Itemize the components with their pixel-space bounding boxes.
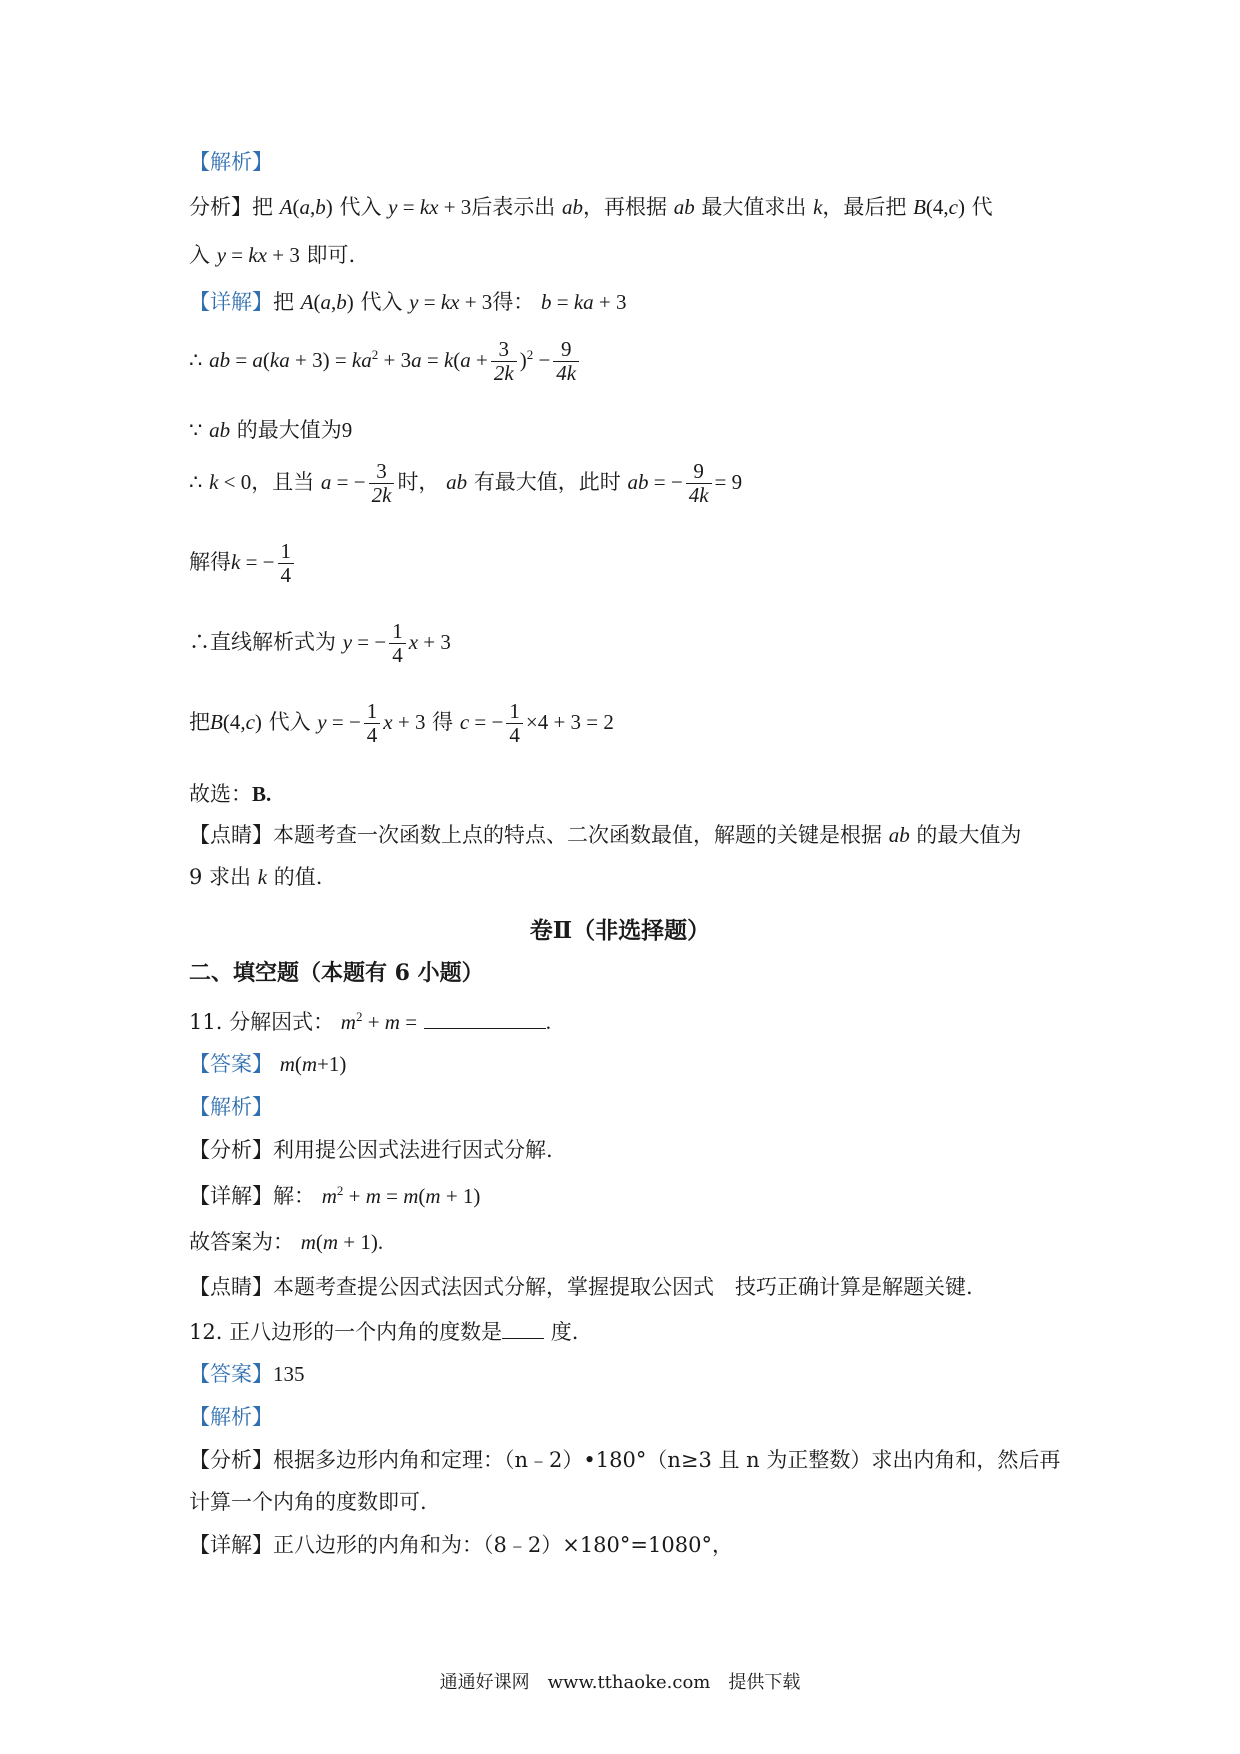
text: 解得 <box>189 550 231 575</box>
math-expression: $m^2 + m$ = <box>340 1009 418 1034</box>
text: 本题考查提公因式法因式分解，掌握提取公因式 技巧正确计算是解题关键. <box>273 1275 973 1299</box>
math-ab: ab <box>562 195 583 219</box>
text: 入 <box>189 243 210 267</box>
ab-expansion-line <box>189 338 582 385</box>
answer-tag: 【答案】 <box>189 1052 273 1076</box>
text: 后表示出 <box>471 195 556 219</box>
text: 故答案为： <box>189 1230 294 1254</box>
text: 利用提公因式法进行因式分解. <box>273 1138 553 1162</box>
answer-value: 135 <box>273 1362 305 1386</box>
text: 代入 <box>339 195 382 219</box>
answer-blank <box>424 1008 546 1029</box>
math-ab: ab <box>673 195 695 219</box>
fraction-9-over-4k: $\frac{9}{4k}$ <box>686 460 712 507</box>
text: 代入 <box>268 710 311 735</box>
math-k: k <box>257 865 268 889</box>
section-jiexi-tag: 【解析】 <box>189 150 273 174</box>
answer-value: m(m+1) <box>279 1052 347 1076</box>
fraction-3-over-2k: $\frac{3}{2k}$ <box>369 460 395 507</box>
analysis-tag: 【分析】 <box>189 1138 273 1162</box>
detail-line-1 <box>189 290 627 315</box>
math-ab: ab <box>888 823 910 847</box>
remark-line-1 <box>189 823 1021 848</box>
part-header: 二、填空题（本题有 6 小题） <box>189 960 484 986</box>
remark-line-2 <box>189 865 322 890</box>
text: 有最大值，此时 <box>473 470 621 495</box>
math-y-eq: y = − <box>342 630 387 655</box>
text: 时， <box>397 470 440 495</box>
volume-title: 卷Ⅱ（非选择题） <box>529 917 711 944</box>
answer-blank <box>502 1318 544 1339</box>
therefore-symbol: ∴ <box>189 348 203 373</box>
line-equation-line <box>189 620 451 667</box>
math-k: k <box>813 195 823 219</box>
text: 最大值求出 <box>701 195 807 219</box>
analysis-line-1 <box>189 195 993 220</box>
math-b-eq: b = ka + 3 <box>541 290 627 314</box>
max-value-line <box>189 418 352 443</box>
text: 的值. <box>273 865 323 889</box>
remark-tag: 【点睛】 <box>189 1275 273 1299</box>
question-stem: 12. 正八边形的一个内角的度数是 <box>189 1320 503 1344</box>
math-ab: ab <box>446 470 468 495</box>
text: 解： <box>273 1184 315 1208</box>
text: 得 <box>432 710 454 735</box>
therefore-symbol: ∴ <box>189 630 210 655</box>
question-stem: 11. 分解因式： <box>189 1010 335 1034</box>
math-eq-9: = 9 <box>714 470 743 495</box>
math-point-b: B(4,c) <box>210 710 262 735</box>
math-ab: ab <box>209 418 231 442</box>
text: 代 <box>971 195 993 219</box>
text: 故选： <box>189 782 252 806</box>
detail-tag: 【详解】 <box>189 1184 273 1208</box>
text: 代入 <box>360 290 403 314</box>
math-line-eq: y = kx + 3 <box>409 290 493 314</box>
text: ，最后把 <box>822 195 907 219</box>
analysis-line <box>189 1138 553 1163</box>
fraction-1-over-4: $\frac{1}{4}$ <box>278 540 295 587</box>
math-k-eq: k = − <box>231 550 275 575</box>
text: 把 <box>189 710 210 735</box>
text: 的最大值为 <box>916 823 1022 847</box>
math-line-eq: y = kx + 3 <box>216 243 300 267</box>
question-11: 11. 分解因式： $m^2 + m$ = . <box>189 1009 551 1034</box>
choice-line <box>189 782 271 807</box>
fraction-1-over-4: $\frac{1}{4}$ <box>364 700 381 747</box>
answer-tag: 【答案】 <box>189 1362 273 1386</box>
math-x-plus-3: x + 3 <box>383 710 426 735</box>
detail-line <box>189 1183 480 1209</box>
math-result: ×4 + 3 = 2 <box>525 710 614 735</box>
detail-tag: 【详解】 <box>189 1533 273 1557</box>
answer-line <box>189 1362 305 1387</box>
final-answer-line: 故答案为： m(m + 1). <box>189 1230 384 1254</box>
text: 正八边形的内角和为：（8﹣2）×180°=1080°， <box>273 1533 733 1557</box>
text: 直线解析式为 <box>210 630 336 655</box>
remark-tag: 【点睛】 <box>189 823 273 847</box>
text: 把 <box>273 290 294 314</box>
text: 即可. <box>306 243 356 267</box>
fraction-1-over-4: $\frac{1}{4}$ <box>389 620 406 667</box>
math-y-eq: y = − <box>317 710 361 735</box>
math-line-eq: y = kx + 3 <box>388 195 472 219</box>
math-a-eq: a = − <box>320 470 366 495</box>
text: ，再根据 <box>583 195 667 219</box>
fraction-1-over-4: $\frac{1}{4}$ <box>506 700 523 747</box>
text: 本题考查一次函数上点的特点、二次函数最值，解题的关键是根据 <box>273 823 882 847</box>
analysis-tag: 【分析】 <box>189 1448 273 1472</box>
fraction-9-over-4k: $\frac{9}{4k}$ <box>553 338 579 385</box>
substitute-b-line <box>189 700 614 747</box>
solve-k-line <box>189 540 297 587</box>
math-x-plus-3: x + 3 <box>408 630 451 655</box>
math-paren: )$^2$ − <box>519 347 551 373</box>
math-expression: $m^2 + m = m(m + 1)$ <box>321 1183 481 1208</box>
analysis-head: 分析】把 <box>189 195 273 219</box>
because-symbol: ∵ <box>189 418 203 442</box>
math-point-a: A(a,b) <box>279 195 333 219</box>
detail-tag: 【详解】 <box>189 290 273 314</box>
text: 的最大值为 <box>236 418 342 442</box>
text: 得： <box>492 290 535 314</box>
math-point-a: A(a,b) <box>300 290 354 314</box>
page-footer: 通通好课网 www.tthaoke.com 提供下载 <box>439 1672 801 1693</box>
math-point-b: B(4,c) <box>913 195 965 219</box>
answer-line <box>189 1052 346 1077</box>
analysis-line-1 <box>189 1448 1060 1473</box>
section-jiexi-tag: 【解析】 <box>189 1405 273 1429</box>
text: 根据多边形内角和定理：（n﹣2）•180°（n≥3 且 n 为正整数）求出内角和，然后再 <box>273 1448 1061 1472</box>
math-expansion: ab = $a(ka + 3) = ka^2 + 3a = k(a$ + <box>209 347 488 373</box>
section-jiexi-tag: 【解析】 <box>189 1095 273 1119</box>
text: 度. <box>550 1320 579 1344</box>
question-12 <box>189 1318 578 1345</box>
max-value: 9 <box>341 418 353 442</box>
k-condition-line <box>189 460 742 507</box>
math-ab-eq: ab = − <box>627 470 683 495</box>
answer-value: m(m + 1) <box>300 1230 378 1254</box>
text: 9 求出 <box>189 865 252 889</box>
therefore-symbol: ∴ <box>189 470 203 495</box>
math-k-neg: k < 0 <box>209 470 252 495</box>
remark-line <box>189 1275 973 1300</box>
text: ，且当 <box>251 470 315 495</box>
fraction-3-over-2k: $\frac{3}{2k}$ <box>491 338 517 385</box>
choice-answer: B. <box>252 782 272 806</box>
math-c-eq: c = − <box>459 710 504 735</box>
analysis-line-2: 计算一个内角的度数即可. <box>189 1490 427 1514</box>
detail-line <box>189 1533 733 1558</box>
analysis-line-2 <box>189 243 355 268</box>
